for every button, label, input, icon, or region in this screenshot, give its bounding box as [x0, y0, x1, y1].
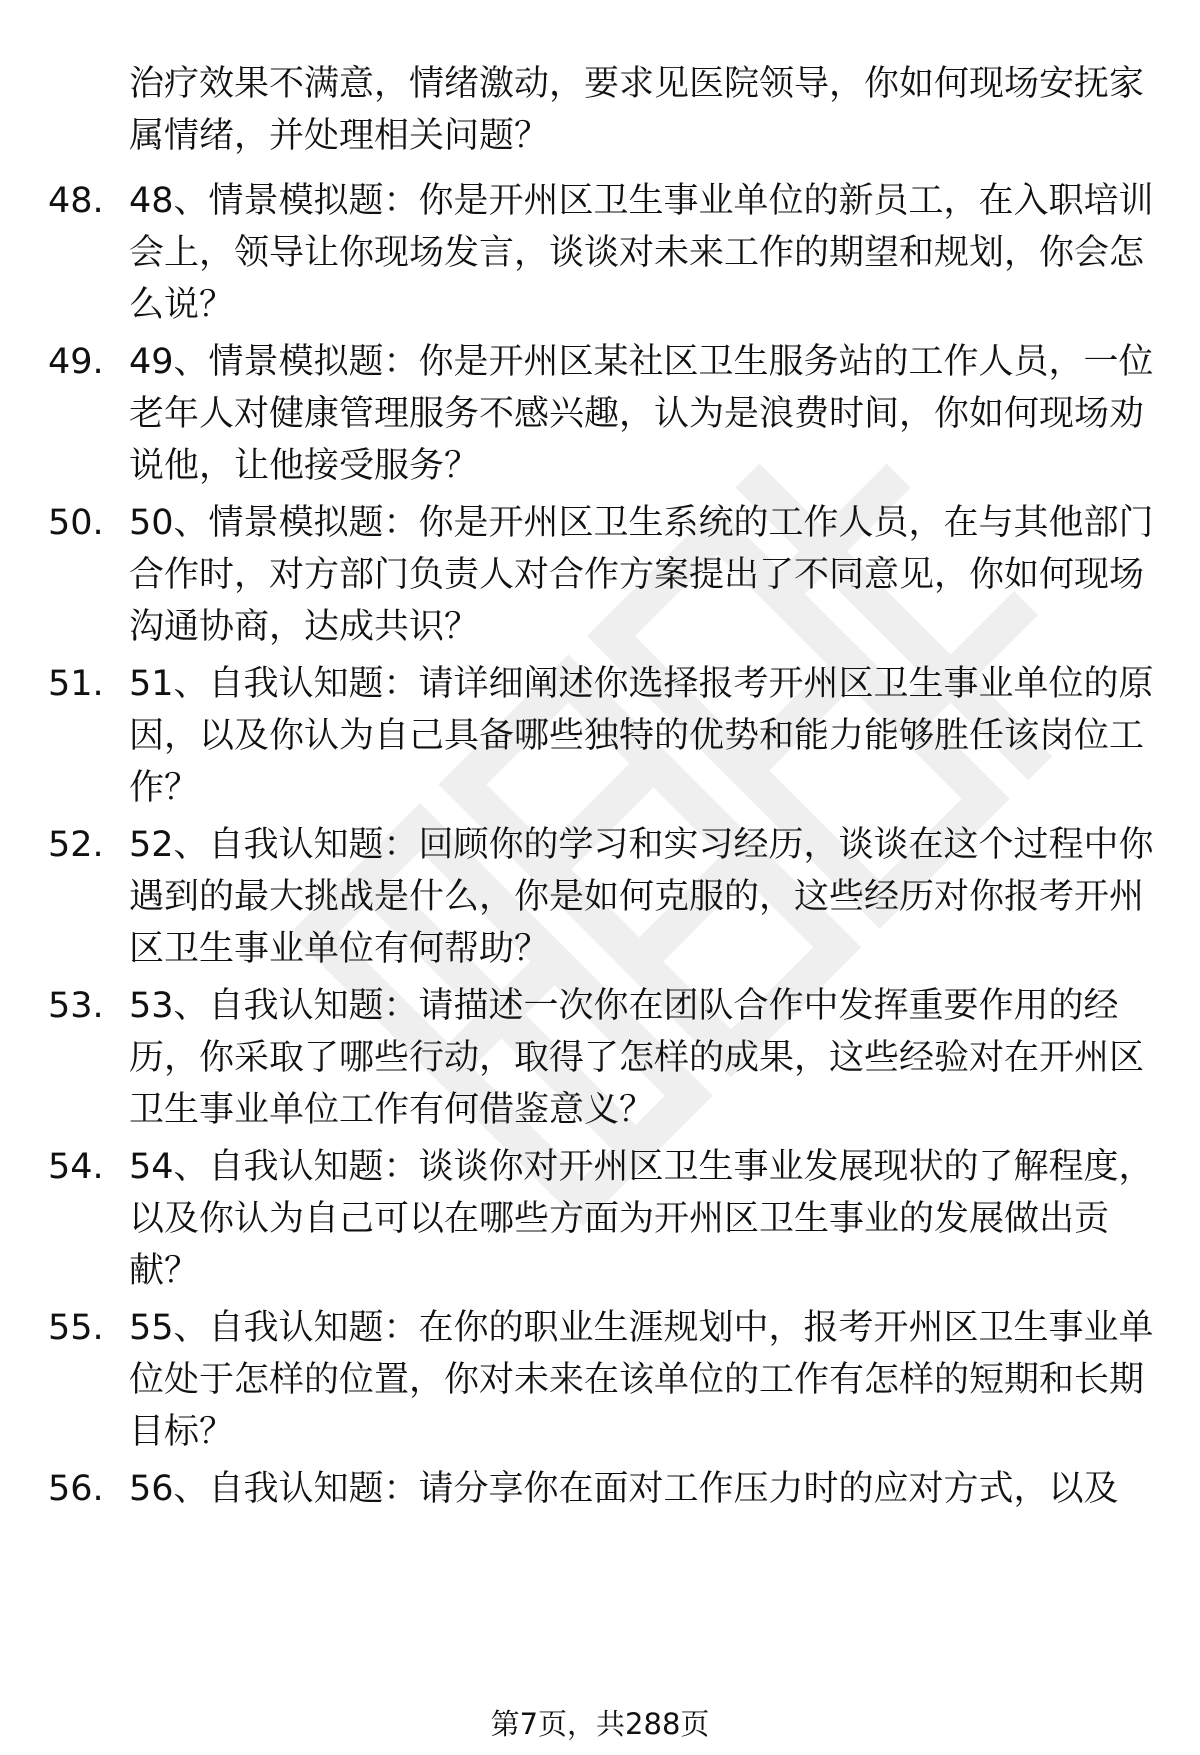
list-item-text: 54、自我认知题：谈谈你对开州区卫生事业发展现状的了解程度，以及你认为自己可以在哪些方面为开州区卫生事业的发展做出贡献？ [129, 1147, 1154, 1291]
list-item-number: 54. [48, 1147, 104, 1187]
list-item-number: 52. [48, 825, 104, 865]
list-item-text: 56、自我认知题：请分享你在面对工作压力时的应对方式，以及 [129, 1469, 1119, 1509]
list-item-text: 51、自我认知题：请详细阐述你选择报考开州区卫生事业单位的原因，以及你认为自己具备哪些独特的优势和能力能够胜任该岗位工作？ [129, 664, 1154, 808]
list-item-text: 55、自我认知题：在你的职业生涯规划中，报考开州区卫生事业单位处于怎样的位置，你对未来在该单位的工作有怎样的短期和长期目标？ [129, 1308, 1154, 1452]
list-item-number: 55. [48, 1308, 104, 1348]
list-item-text: 53、自我认知题：请描述一次你在团队合作中发挥重要作用的经历，你采取了哪些行动，取得了怎样的成果，这些经验对在开州区卫生事业单位工作有何借鉴意义？ [129, 986, 1145, 1130]
list-item-number: 49. [48, 342, 104, 382]
list-item-text: 48、情景模拟题：你是开州区卫生事业单位的新员工，在入职培训会上，领导让你现场发言，谈谈对未来工作的期望和规划，你会怎么说？ [129, 181, 1154, 325]
list-item-text: 49、情景模拟题：你是开州区某社区卫生服务站的工作人员，一位老年人对健康管理服务不感兴趣，认为是浪费时间，你如何现场劝说他，让他接受服务？ [129, 342, 1154, 486]
continuation-paragraph: 治疗效果不满意，情绪激动，要求见医院领导，你如何现场安抚家属情绪，并处理相关问题？ [129, 64, 1145, 156]
list-item-number: 53. [48, 986, 104, 1026]
list-item-text: 52、自我认知题：回顾你的学习和实习经历，谈谈在这个过程中你遇到的最大挑战是什么，你是如何克服的，这些经历对你报考开州区卫生事业单位有何帮助？ [129, 825, 1154, 969]
list-item-text: 50、情景模拟题：你是开州区卫生系统的工作人员，在与其他部门合作时，对方部门负责人对合作方案提出了不同意见，你如何现场沟通协商，达成共识？ [129, 503, 1154, 647]
page-footer: 第7页，共288页 [490, 1707, 710, 1741]
list-item-number: 51. [48, 664, 104, 704]
list-item-number: 50. [48, 503, 104, 543]
list-item-number: 48. [48, 181, 104, 221]
list-item-number: 56. [48, 1469, 104, 1509]
